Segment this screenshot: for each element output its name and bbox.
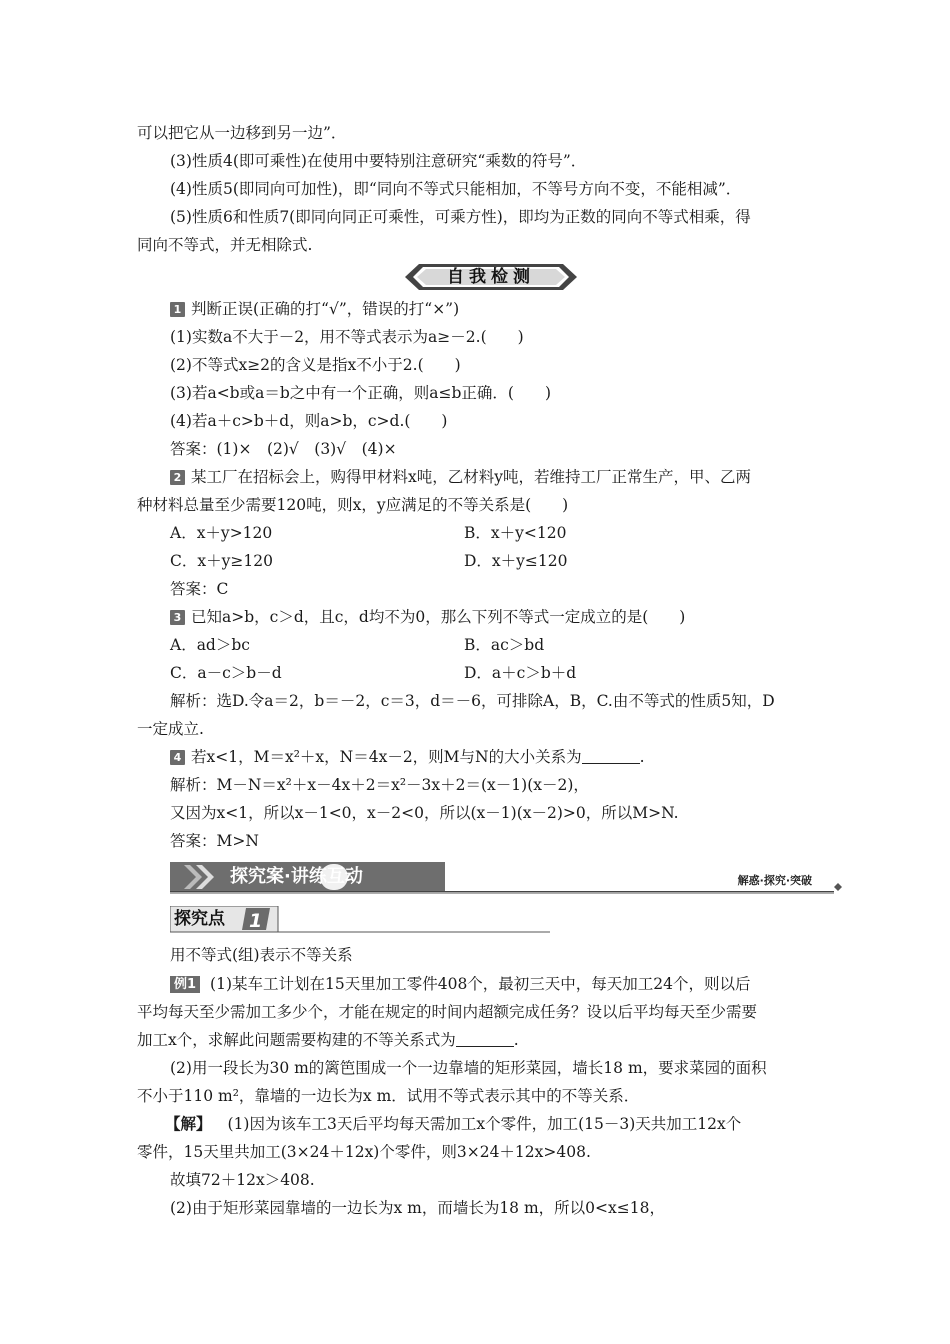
text-line: 同向不等式，并无相除式. (137, 236, 313, 254)
section-title: 探究案·讲练互动 (230, 866, 363, 887)
option-c: C．a－c＞b－d (170, 664, 282, 682)
explore-point-label: 探究点 (174, 909, 225, 929)
text-line: 零件，15天里共加工(3×24＋12x)个零件，则3×24＋12x>408. (137, 1143, 591, 1161)
question-2 (170, 466, 751, 488)
text-line: 故填72＋12x＞408. (170, 1171, 315, 1189)
self-check-title: 自我检测 (447, 267, 535, 287)
option-b: B．x＋y<120 (464, 524, 567, 542)
text-line: (2)不等式x≥2的含义是指x不小于2.( ) (170, 356, 461, 374)
text-line: (2)由于矩形菜园靠墙的一边长为x m，而墙长为18 m，所以0<x≤18， (170, 1199, 665, 1217)
option-d: D．x＋y≤120 (464, 552, 568, 570)
question-number-badge: 2 (170, 470, 185, 485)
question-stem: 某工厂在招标会上，购得甲材料x吨，乙材料y吨，若维持工厂正常生产，甲、乙两 (191, 468, 752, 486)
option-d: D．a＋c＞b＋d (464, 664, 577, 682)
answer-line: 答案：C (170, 580, 229, 598)
example-tag: 例1 (170, 976, 200, 993)
solution-text: (1)因为该车工3天后平均每天需加工x个零件，加工(15－3)天共加工12x个 (227, 1115, 742, 1133)
explore-topic: 用不等式(组)表示不等关系 (170, 946, 353, 964)
question-3 (170, 606, 685, 628)
text-line: 平均每天至少需加工多少个，才能在规定的时间内超额完成任务？设以后平均每天至少需要 (137, 1003, 758, 1021)
example-text: (1)某车工计划在15天里加工零件408个，最初三天中，每天加工24个，则以后 (210, 975, 751, 993)
text-line: (2)用一段长为30 m的篱笆围成一个一边靠墙的矩形菜园，墙长18 m，要求菜园的面积 (170, 1059, 767, 1077)
solution-line (165, 1113, 741, 1135)
example-text: 加工x个，求解此问题需要构建的不等关系式为 (137, 1031, 456, 1049)
question-number-badge: 4 (170, 750, 185, 765)
question-stem: 若x<1，M＝x²＋x，N＝4x－2，则M与N的大小关系为 (191, 748, 582, 766)
self-check-banner (405, 262, 577, 292)
solution-line: 又因为x<1，所以x－1<0，x－2<0，所以(x－1)(x－2)>0，所以M>N. (170, 804, 679, 822)
text-line: (5)性质6和性质7(即同向同正可乘性，可乘方性)，即均为正数的同向不等式相乘，得 (170, 208, 751, 226)
solution-line: 解析：M－N＝x²＋x－4x＋2＝x²－3x＋2＝(x－1)(x－2)， (170, 776, 589, 794)
text-line: 加工x个，求解此问题需要构建的不等关系式为 . (137, 1031, 519, 1049)
question-4: 4 若x<1，M＝x²＋x，N＝4x－2，则M与N的大小关系为 . (170, 746, 645, 768)
option-c: C．x＋y≥120 (170, 552, 273, 570)
answer-line: 答案：(1)× (2)√ (3)√ (4)× (170, 440, 397, 458)
question-stem: 判断正误(正确的打“√”，错误的打“×”) (191, 300, 460, 318)
answer-blank (456, 1031, 514, 1047)
text-line: (1)实数a不大于－2，用不等式表示为a≥－2.( ) (170, 328, 524, 346)
solution-line: 解析：选D.令a＝2，b＝－2，c＝3，d＝－6，可排除A，B，C.由不等式的性质5知，D (170, 692, 775, 710)
text-line: (4)性质5(即同向可加性)，即“同向不等式只能相加，不等号方向不变，不能相减”． (170, 180, 742, 198)
option-a: A．x＋y>120 (170, 524, 273, 542)
question-number-badge: 1 (170, 302, 185, 317)
explore-point-number: 1 (249, 910, 263, 932)
example-line (170, 973, 751, 995)
text-line: (4)若a＋c>b＋d，则a>b，c>d.( ) (170, 412, 448, 430)
explore-point-header (170, 906, 550, 934)
text-line: 种材料总量至少需要120吨，则x，y应满足的不等关系是( ) (137, 496, 569, 514)
text-line: 不小于110 m²，靠墙的一边长为x m．试用不等式表示其中的不等关系． (137, 1087, 640, 1105)
solution-tag: 【解】 (165, 1115, 212, 1133)
question-1 (170, 298, 459, 320)
answer-blank (582, 748, 640, 764)
text-line: 可以把它从一边移到另一边”． (137, 124, 347, 142)
question-stem: 已知a>b，c＞d，且c，d均不为0，那么下列不等式一定成立的是( ) (191, 608, 686, 626)
option-a: A．ad＞bc (170, 636, 250, 654)
option-b: B．ac＞bd (464, 636, 545, 654)
answer-line: 答案：M>N (170, 832, 259, 850)
section-subtitle: 解惑·探究·突破 (737, 874, 812, 887)
question-number-badge: 3 (170, 610, 185, 625)
text-line: (3)性质4(即可乘性)在使用中要特别注意研究“乘数的符号”． (170, 152, 587, 170)
text-line: (3)若a<b或a＝b之中有一个正确，则a≤b正确．( ) (170, 384, 552, 402)
section-header (170, 862, 842, 894)
solution-line: 一定成立. (137, 720, 204, 738)
